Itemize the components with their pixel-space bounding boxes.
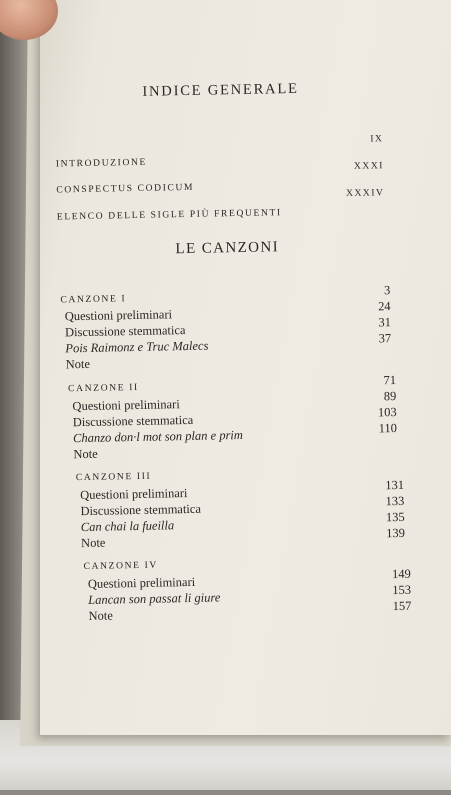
entry-label: Lancan son passat li giure	[88, 590, 221, 607]
entry-label: Discussione stemmatica	[72, 412, 194, 430]
section-title: LE CANZONI	[175, 239, 280, 258]
entry-label: Questioni preliminari	[87, 574, 196, 591]
entry-page: 135	[385, 509, 405, 525]
front-matter-page: XXXI	[353, 160, 385, 172]
front-matter-label: INTRODUZIONE	[55, 156, 148, 170]
entry-page: 37	[378, 331, 392, 346]
entry-label: Note	[65, 356, 91, 372]
entry-page: 110	[378, 420, 398, 436]
entry-label: Discussione stemmatica	[64, 323, 186, 340]
entry-label: Questioni preliminari	[64, 307, 173, 324]
entry-page: 89	[383, 389, 397, 404]
entry-label: Questioni preliminari	[80, 486, 188, 503]
canzone-heading: CANZONE III	[75, 470, 152, 484]
front-matter-page: XXXIV	[345, 187, 385, 199]
entry-page: 3	[383, 283, 391, 298]
entry-page: 153	[392, 582, 412, 598]
front-matter-label: ELENCO DELLE SIGLE PIÙ FREQUENTI	[56, 207, 282, 223]
entry-label: Note	[88, 608, 113, 623]
canzone-heading: CANZONE I	[60, 293, 127, 306]
canzone-heading: CANZONE IV	[83, 559, 159, 573]
front-matter-label: CONSPECTUS CODICUM	[56, 181, 195, 196]
entry-page: 149	[391, 566, 411, 582]
page-title: INDICE GENERALE	[142, 80, 299, 100]
entry-label: Discussione stemmatica	[80, 501, 202, 519]
entry-label: Chanzo don·l mot son plan e prim	[72, 427, 244, 446]
entry-page: 103	[377, 405, 397, 420]
entry-label: Pois Raimonz e Truc Malecs	[65, 338, 209, 356]
entry-page: 131	[385, 477, 405, 493]
canzone-heading: CANZONE II	[68, 381, 139, 395]
entry-label: Note	[73, 446, 98, 462]
entry-label: Questioni preliminari	[72, 397, 180, 414]
entry-label: Can chai la fueilla	[80, 518, 175, 535]
entry-page: 157	[392, 598, 412, 614]
entry-page: 139	[386, 525, 406, 541]
entry-page: 133	[385, 493, 405, 509]
front-matter-page: IX	[370, 133, 384, 145]
entry-label: Note	[80, 535, 106, 551]
entry-page: 24	[377, 299, 391, 314]
entry-page: 71	[383, 373, 397, 388]
entry-page: 31	[378, 315, 392, 330]
